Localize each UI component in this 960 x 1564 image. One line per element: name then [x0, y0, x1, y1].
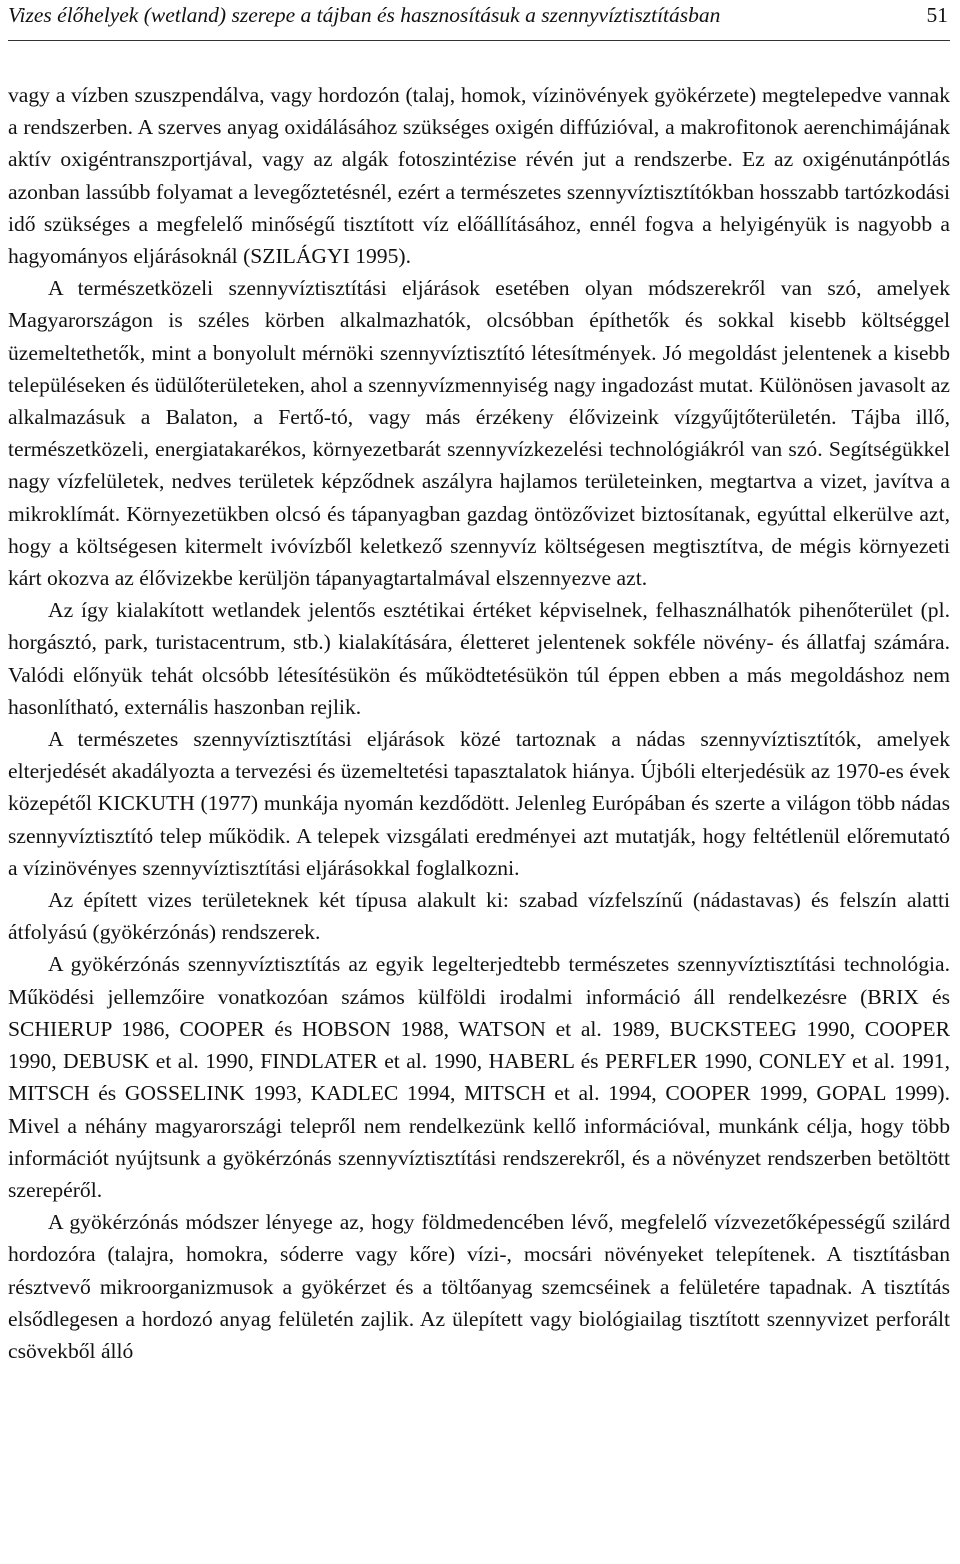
paragraph: A gyökérzónás szennyvíztisztítás az egyik legelterjedtebb természetes szennyvíztisztítási technológia. Működési jellemzőire vonatkozóan számos külföldi irodalmi információ áll rendelkezésre (BRIX és SCHIERUP 1986, COOPER és HOBSON 1988, WATSON et al. 1989, BUCKSTEEG 1990, COOPER 1990, DEBUSK et al. 1990, FINDLATER et al. 1990, HABERL és PERFLER 1990, CONLEY et al. 1991, MITSCH és GOSSELINK 1993, KADLEC 1994, MITSCH et al. 1994, COOPER 1999, GOPAL 1999). Mivel a néhány magyarországi telepről nem rendelkezünk kellő információval, munkánk célja, hogy több információt nyújtsunk a gyökérzónás szennyvíztisztítási rendszerekről, és a növényzet rendszerben betöltött szerepéről.: [8, 952, 950, 1202]
paragraph: A természetközeli szennyvíztisztítási eljárások esetében olyan módszerekről van szó, amelyek Magyarországon is széles körben alkalmazhatók, olcsóbban építhetők és sokkal kisebb költséggel üzemeltethetők, mint a bonyolult mérnöki szennyvíztisztító létesítmények. Jó megoldást jelentenek a kisebb településeken és üdülőterületeken, ahol a szennyvízmennyiség nagy ingadozást mutat. Különösen javasolt az alkalmazásuk a Balaton, a Fertő-tó, vagy más érzékeny élővizeink vízgyűjtőterületén. Tájba illő, természetközeli, energiatakarékos, környezetbarát szennyvízkezelési technológiákról van szó. Segítségükkel nagy vízfelületek, nedves területek képződnek aszályra hajlamos területeinken, megtartva a vizet, javítva a mikroklímát. Környezetükben olcsó és tápanyagban gazdag öntözővizet biztosítanak, egyúttal elkerülve azt, hogy a költségesen kitermelt ivóvízből keletkező szennyvíz költségesen megtisztítva, de mégis környezeti kárt okozva az élővizekbe kerüljön tápanyagtartalmával elszennyezve azt.: [8, 276, 950, 591]
page-number: 51: [926, 3, 948, 27]
paragraph: Az így kialakított wetlandek jelentős esztétikai értéket képviselnek, felhasználhatók pihenőterület (pl. horgásztó, park, turistacentrum, stb.) kialakítására, életteret jelentenek sokféle növény- és állatfaj számára. Valódi előnyük tehát olcsóbb létesítésükön és működtetésükön túl éppen ebben a más megoldáshoz nem hasonlítható, externális haszonban rejlik.: [8, 598, 950, 719]
paragraph: A természetes szennyvíztisztítási eljárások közé tartoznak a nádas szennyvíztisztítók, amelyek elterjedését akadályozta a tervezési és üzemeltetési tapasztalatok hiánya. Újbóli elterjedésük az 1970-es évek közepétől KICKUTH (1977) munkája nyomán kezdődött. Jelenleg Európában és szerte a világon több nádas szennyvíztisztító telep működik. A telepek vizsgálati eredményei azt mutatják, hogy feltétlenül előremutató a vízinövényes szennyvíztisztítási eljárásokkal foglalkozni.: [8, 727, 950, 880]
running-title: Vizes élőhelyek (wetland) szerepe a tájban és hasznosításuk a szennyvíztisztításban: [8, 3, 721, 27]
paragraph: Az épített vizes területeknek két típusa alakult ki: szabad vízfelszínű (nádastavas) és felszín alatti átfolyású (gyökérzónás) rendszerek.: [8, 888, 950, 945]
body-text: [8, 79, 950, 1367]
paragraph-continuation: vagy a vízben szuszpendálva, vagy hordozón (talaj, homok, vízinövények gyökérzete) megtelepedve vannak a rendszerben. A szerves anyag oxidálásához szükséges oxigén diffúzióval, a makrofitonok aerenchimájának aktív oxigéntranszportjával, vagy az algák fotoszintézise révén jut a rendszerbe. Ez az oxigénutánpótlás azonban lassúbb folyamat a levegőztetésnél, ezért a természetes szennyvíztisztítókban hosszabb tartózkodási idő szükséges a megfelelő minőségű tisztított víz előállításához, ennél fogva a helyigényük is nagyobb a hagyományos eljárásoknál (SZILÁGYI 1995).: [8, 83, 950, 269]
running-header: [8, 0, 950, 41]
paragraph: A gyökérzónás módszer lényege az, hogy földmedencében lévő, megfelelő vízvezetőképességű szilárd hordozóra (talajra, homokra, sóderre vagy kőre) vízi-, mocsári növényeket telepítenek. A tisztításban résztvevő mikroorganizmusok a gyökérzet és a töltőanyag szemcséinek a felületére tapadnak. A tisztítás elsődlegesen a hordozó anyag felületén zajlik. Az ülepített vagy biológiailag tisztított szennyvizet perforált csövekből álló: [8, 1210, 950, 1363]
